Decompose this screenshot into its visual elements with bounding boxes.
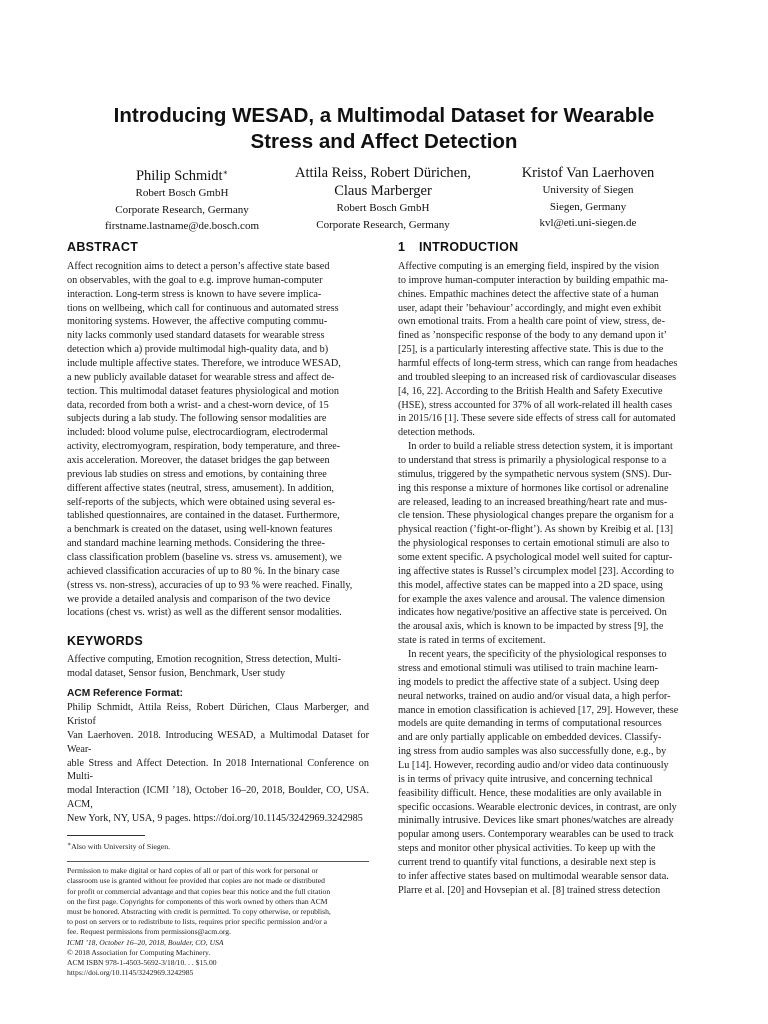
intro-paragraph-1	[398, 260, 700, 440]
abstract-heading: ABSTRACT	[67, 240, 139, 254]
text-line: indicates how negative/positive an affective state is perceived. On	[398, 607, 667, 619]
left-column	[67, 238, 369, 978]
text-line: feasibility difficult. Hence, these modalities are only available in	[398, 787, 662, 799]
text-line: Plarre et al. [20] and Hovsepian et al. [8] trained stress detection	[398, 884, 661, 896]
text-line: to understand that stress is primarily a physiological response to a	[398, 455, 667, 467]
text-line: data, recorded from both a wrist- and a chest-worn device, of 15	[67, 399, 329, 411]
text-line: included: blood volume pulse, electrocardiogram, electrodermal	[67, 427, 329, 439]
text-line: to infer affective states based on multimodal wearable sensor data.	[398, 870, 669, 882]
text-line: [4, 16, 22]. According to the British Health and Safety Executive	[398, 385, 663, 397]
text-line: New York, NY, USA, 9 pages. https://doi.org/10.1145/3242969.3242985	[67, 812, 363, 824]
text-line: class classification problem (baseline vs. stress vs. amusement), we	[67, 552, 342, 564]
permission-block	[67, 866, 369, 978]
author-email: firstname.lastname@de.bosch.com	[105, 220, 259, 232]
text-line: axis acceleration. Moreover, the dataset bridges the gap between	[67, 455, 330, 467]
text-line: neural networks, trained on audio and/or visual data, a high perfor-	[398, 690, 671, 702]
text-line: modal dataset, Sensor fusion, Benchmark, User study	[67, 668, 286, 680]
text-line: fined as ’nonspecific response of the body to any demand upon it’	[398, 330, 668, 342]
text-line: must be honored. Abstracting with credit is permitted. To copy otherwise, or republish,	[67, 907, 331, 917]
permission-divider	[67, 861, 369, 862]
text-line: nity lacks commonly used standard datasets for wearable stress	[67, 330, 325, 342]
author-block-3	[483, 164, 693, 232]
text-line: models are quite demanding in terms of computational resources	[398, 718, 662, 730]
text-line: and standard machine learning methods. Considering the three-	[67, 538, 326, 550]
text-line: mance in emotion classification is achieved [17, 29]. However, these	[398, 704, 679, 716]
text-line: to improve human-computer interaction by building empathic ma-	[398, 274, 669, 286]
text-line: modal Interaction (ICMI ’18), October 16–20, 2018, Boulder, CO, USA. ACM,	[67, 785, 369, 811]
text-line: [25], is a particularly interesting affective state. This is due to the	[398, 344, 664, 356]
text-line: fee. Request permissions from permissions@acm.org.	[67, 927, 231, 937]
text-line: ing affective states is Russel’s circumplex model [23]. According to	[398, 565, 674, 577]
text-line: © 2018 Association for Computing Machinery.	[67, 947, 211, 957]
text-line: we provide a detailed analysis and comparison of the two device	[67, 593, 331, 605]
text-line: steps and monitor other physical activities. To keep up with the	[398, 843, 656, 855]
author-block-1	[82, 164, 282, 235]
text-line: monitoring systems. However, the affective computing commu-	[67, 316, 328, 328]
introduction-heading	[398, 238, 700, 256]
text-line: tection. This multimodal dataset features physiological and motion	[67, 385, 339, 397]
title-line: Stress and Affect Detection	[250, 130, 518, 153]
text-line: ing this response a mixture of hormones like cortisol or adrenaline	[398, 482, 669, 494]
text-line: minimally intrusive. Devices like smart phones/watches are already	[398, 815, 674, 827]
text-line: the physiological responses to certain emotional stimuli are also to	[398, 538, 670, 550]
text-line: In recent years, the specificity of the physiological responses to	[408, 649, 667, 661]
text-line: (stress vs. non-stress), accuracies of up to 93 % were reached. Finally,	[67, 579, 353, 591]
text-line: Permission to make digital or hard copies of all or part of this work for personal or	[67, 866, 318, 876]
text-line: cle tension. These physiological changes prepare the organism for a	[398, 510, 674, 522]
text-line: for example the axes valence and arousal. The valence dimension	[398, 593, 665, 605]
text-line: Philip Schmidt, Attila Reiss, Robert Dürichen, Claus Marberger, and Kristof	[67, 702, 369, 727]
author-email: kvl@eti.uni-siegen.de	[539, 217, 637, 229]
author-affiliation: Robert Bosch GmbH	[336, 202, 430, 214]
text-line: on the first page. Copyrights for components of this work owned by others than ACM	[67, 896, 328, 906]
text-line: In order to build a reliable stress detection system, it is important	[408, 441, 673, 453]
doi-link[interactable]: https://doi.org/10.1145/3242969.3242985	[67, 968, 194, 978]
section-title: INTRODUCTION	[419, 240, 519, 254]
text-line: activity, electromyogram, respiration, body temperature, and three-	[67, 441, 341, 453]
text-line: state is rated in terms of excitement.	[398, 635, 546, 647]
text-line: Van Laerhoven. 2018. Introducing WESAD, a Multimodal Dataset for Wear-	[67, 729, 369, 755]
text-line: classroom use is granted without fee provided that copies are not made or distributed	[67, 876, 325, 886]
text-line: on observables, with the goal to e.g. improve human-computer	[67, 274, 323, 286]
text-line: different affective states (neutral, stress, amusement). In addition,	[67, 482, 334, 494]
author-name: Kristof Van Laerhoven	[521, 165, 655, 181]
text-line: locations (chest vs. wrist) as well as the different sensor modalities.	[67, 607, 342, 619]
text-line: specific occasions. Wearable electronic devices, in contrast, are only	[398, 801, 677, 813]
text-line: own emotional traits. From a health care point of view, stress, de-	[398, 316, 665, 328]
text-line: Affective computing, Emotion recognition, Stress detection, Multi-	[67, 654, 341, 666]
keywords-body	[67, 653, 369, 681]
text-line: achieved classification accuracies of up to 80 %. In the binary case	[67, 565, 340, 577]
footnote-marker: ∗	[67, 841, 72, 848]
text-line: previous lab studies on stress and emotions, by containing three	[67, 468, 327, 480]
section-number: 1	[398, 240, 406, 254]
author-name: Philip Schmidt∗	[135, 168, 229, 184]
text-line: able Stress and Affect Detection. In 2018 International Conference on Multi-	[67, 757, 369, 783]
text-line: Affect recognition aims to detect a person’s affective state based	[67, 261, 330, 272]
text-line: ing stress from audio samples was also successfully done, e.g., by	[398, 746, 667, 758]
keywords-heading: KEYWORDS	[67, 634, 144, 649]
text-line: some extent specific. A psychological model well suited for captur-	[398, 552, 673, 564]
text-line: for profit or commercial advantage and that copies bear this notice and the full citation	[67, 886, 331, 896]
right-column	[398, 238, 700, 898]
intro-paragraph-2	[398, 440, 700, 648]
text-line: are released, leading to an increased breathing/heart rate and mus-	[398, 496, 668, 508]
text-line: the arousal axis, which is known to be impacted by stress [9], the	[398, 621, 664, 633]
text-line: a new publicly available dataset for wearable stress and affect de-	[67, 371, 335, 383]
text-line: include multiple affective states. Therefore, we introduce WESAD,	[67, 358, 341, 370]
text-line: physical reaction (’fight-or-flight’). As shown by Kreibig et al. [13]	[398, 524, 674, 536]
text-line: tablished questionnaires, are contained in the dataset. Furthermore,	[67, 510, 340, 522]
text-line: Lu [14]. However, recording audio and/or video data continuously	[398, 759, 669, 771]
acm-reference-heading: ACM Reference Format:	[67, 688, 184, 700]
text-line: detection methods.	[398, 427, 475, 439]
text-line: is in terms of privacy quite intrusive, and concerning technical	[398, 773, 653, 785]
text-line: chines. Empathic machines detect the affective state of a human	[398, 288, 659, 300]
text-line: ACM ISBN 978-1-4503-5692-3/18/10. . . $15.00	[67, 958, 217, 968]
paper-title	[90, 103, 678, 155]
abstract-body	[67, 260, 369, 620]
author-affiliation: Corporate Research, Germany	[316, 218, 450, 231]
text-line: self-reports of the subjects, which were obtained using several es-	[67, 496, 336, 508]
text-line: detection which a) provide multimodal high-quality data, and b)	[67, 344, 329, 356]
author-affiliation: Robert Bosch GmbH	[135, 187, 229, 199]
author-affiliation: Corporate Research, Germany	[115, 203, 249, 216]
text-line: stress and emotional stimuli was utilised to train machine learn-	[398, 662, 659, 674]
author-name: Attila Reiss, Robert Dürichen,	[295, 165, 471, 181]
text-line: ICMI ’18, October 16–20, 2018, Boulder, CO, USA	[67, 937, 224, 947]
text-line: this model, affective states can be mapped into a 2D space, using	[398, 579, 663, 591]
text-line: a benchmark is created on the dataset, using well-known features	[67, 524, 333, 536]
text-line: and are only partially applicable on embedded devices. Classify-	[398, 732, 662, 744]
text-line: (HSE), stress accounted for 37% of all work-related ill health cases	[398, 399, 673, 411]
text-line: harmful effects of long-term stress, which can range from headaches	[398, 358, 678, 370]
author-name: Claus Marberger	[334, 183, 432, 199]
text-line: and troubled sleeping to an increased risk of cardiovascular diseases	[398, 371, 677, 383]
text-line: Affective computing is an emerging field, inspired by the vision	[398, 261, 660, 272]
title-line: Introducing WESAD, a Multimodal Dataset for Wearable	[113, 104, 655, 127]
author-affiliation: University of Siegen	[542, 184, 634, 196]
text-line: current trend to quantify vital functions, a desirable next step is	[398, 856, 656, 868]
acm-reference-body	[67, 701, 369, 826]
text-line: to post on servers or to redistribute to lists, requires prior specific permission and/or a	[67, 917, 328, 927]
text-line: popular among users. Contemporary wearables can be used to track	[398, 829, 674, 841]
text-line: ing models to predict the affective state of a subject. Using deep	[398, 676, 660, 688]
author-footnote-marker: ∗	[222, 168, 229, 177]
text-line: subjects during a lab study. The following sensor modalities are	[67, 413, 327, 425]
text-line: interaction. Long-term stress is known to have severe implica-	[67, 288, 322, 300]
text-line: stimulus, triggered by the sympathetic nervous system (SNS). Dur-	[398, 468, 672, 480]
intro-paragraph-3	[398, 648, 700, 897]
author-block-2	[283, 164, 483, 233]
author-footnote: ∗Also with University of Siegen.	[67, 841, 171, 851]
text-line: in 2015/16 [1]. These severe side effects of stress call for automated	[398, 413, 676, 425]
text-line: tions on wellbeing, which call for continuous and automated stress	[67, 302, 339, 314]
footnote-divider	[67, 835, 145, 836]
text-line: user, adapt their ’behaviour’ accordingly, and might even exhibit	[398, 302, 662, 314]
author-affiliation: Siegen, Germany	[549, 200, 627, 213]
